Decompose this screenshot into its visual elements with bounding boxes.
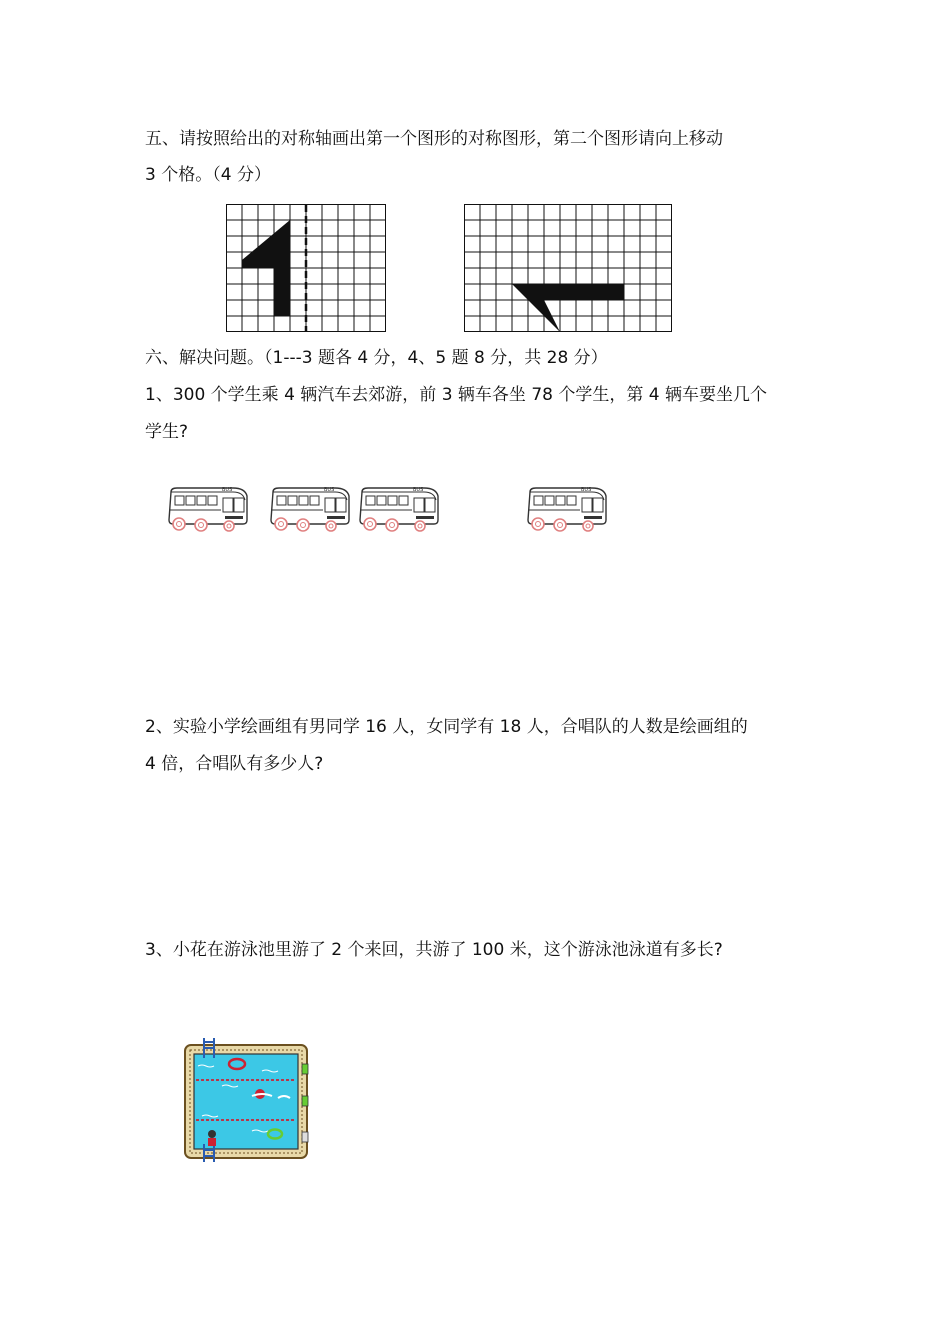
- shape-arrow-left: [242, 220, 290, 316]
- bus-3: [357, 486, 441, 532]
- bus-sign: BUS: [581, 487, 592, 493]
- question2-line1: 2、实验小学绘画组有男同学 16 人，女同学有 18 人，合唱队的人数是绘画组的: [145, 717, 748, 737]
- bus-2: [268, 486, 352, 532]
- bus-sign: BUS: [413, 487, 424, 493]
- question1-line1: 1、300 个学生乘 4 辆汽车去郊游，前 3 辆车各坐 78 个学生，第 4 辆车要坐几个: [145, 385, 767, 405]
- bus-sign: BUS: [324, 487, 335, 493]
- question1-line2: 学生?: [145, 422, 189, 442]
- bus-4: [525, 486, 609, 532]
- bus-1: [166, 486, 250, 532]
- bus-sign: BUS: [222, 487, 233, 493]
- grid-lines: [464, 204, 672, 332]
- grid-left-symmetry: [226, 204, 386, 332]
- grid-right-translation: [464, 204, 672, 332]
- section5-instruction-line1: 五、请按照给出的对称轴画出第一个图形的对称图形，第二个图形请向上移动: [145, 129, 723, 149]
- shape-flag: [512, 284, 624, 332]
- swimming-pool-illustration: [182, 1036, 312, 1164]
- question2-line2: 4 倍，合唱队有多少人?: [145, 754, 324, 774]
- section5-instruction-line2: 3 个格。（4 分）: [145, 165, 271, 185]
- section6-heading: 六、解决问题。（1---3 题各 4 分，4、5 题 8 分，共 28 分）: [145, 348, 608, 368]
- question3-line1: 3、小花在游泳池里游了 2 个来回，共游了 100 米，这个游泳池泳道有多长?: [145, 940, 723, 960]
